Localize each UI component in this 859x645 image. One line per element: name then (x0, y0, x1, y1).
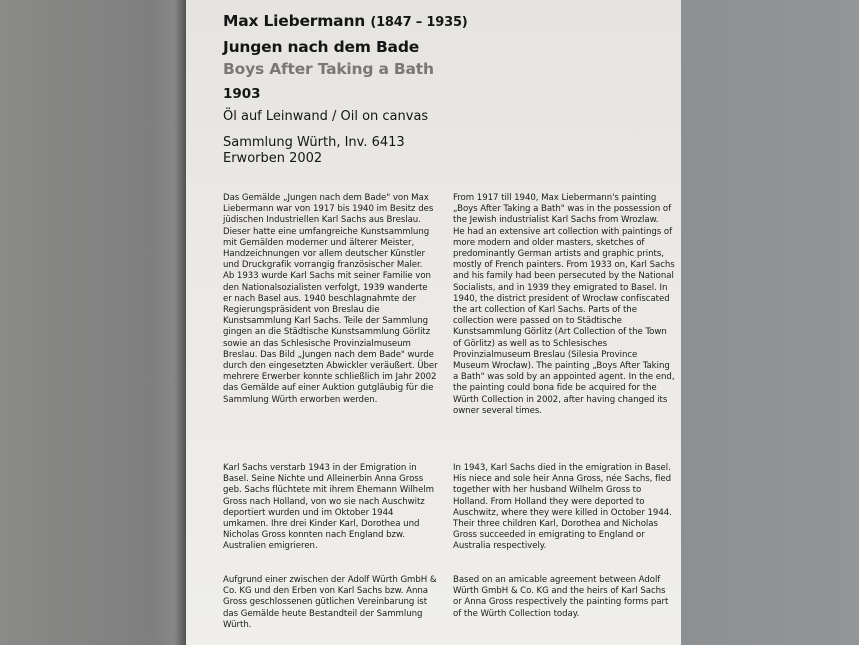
paragraph: Based on an amicable agreement between Adolf Würth GmbH & Co. KG and the heirs of Karl Sachs or Anna Gross respectively the painting forms part of the Würth Collection today. (453, 575, 669, 619)
acquired-line: Erworben 2002 (223, 150, 323, 166)
paragraph: From 1917 till 1940, Max Liebermann's painting „Boys After Taking a Bath" was in the possession of the Jewish industrialist Karl Sachs from Wrozlaw. (453, 193, 672, 226)
paragraph: Karl Sachs verstarb 1943 in der Emigration in Basel. Seine Nichte und Alleinerbin Anna Gross geb. Sachs flüchtete mit ihrem Ehemann Wilhelm Gross nach Holland, von wo sie nach Auschwitz deportiert wurden und im Oktober 1944 umkamen. Ihre drei Kinder Karl, Dorothea und Nicholas Gross konnten nach England bzw. Australien emigrieren. (223, 463, 434, 552)
artist-line (223, 12, 643, 32)
paragraph: He had an extensive art collection with paintings of more modern and older masters, sketches of predominantly German artists and graphic prints, mostly of French painters. From 1933 on, Karl Sachs and his family had been persecuted by the National Socialists, and in 1939 they emigrated to Basel. In 1940, the district president of Wrocław confiscated the art collection of Karl Sachs. Parts of the collection were passed on to Städtische Kunstsammlung Görlitz (Art Collection of the Town of Görlitz) as well as to Schlesisches Provinzialmuseum Breslau (Silesia Province Museum Wrocław). The painting „Boys After Taking a Bath" was sold by an appointed agent. In the end, the painting could bona fide be acquired for the Würth Collection in 2002, after having changed its owner several times. (453, 226, 675, 416)
paragraph: Aufgrund einer zwischen der Adolf Würth GmbH & Co. KG und den Erben von Karl Sachs bzw. Anna Gross geschlossenen gütlichen Vereinbarung ist das Gemälde heute Bestandteil der Sammlung Würth. (223, 575, 437, 630)
paragraph: In 1943, Karl Sachs died in the emigration in Basel. His niece and sole heir Anna Gross, née Sachs, fled together with her husband Wilhelm Gross to Holland. From Holland they were deported to Auschwitz, where they were killed in October 1944. Their three children Karl, Dorothea and Nicholas Gross succeeded in emigrating to England or Australia respectively. (453, 463, 672, 552)
title-english: Boys After Taking a Bath (223, 60, 434, 78)
english-agreement-text (453, 575, 675, 620)
german-provenance-text (223, 193, 438, 406)
label-header (223, 12, 643, 166)
german-agreement-text (223, 575, 438, 631)
paragraph: Ab 1933 wurde Karl Sachs mit seiner Familie von den Nationalsozialisten verfolgt, 1939 wanderte er nach Basel aus. 1940 beschlagnahmte der Regierungspräsident von Breslau die Kunstsammlung Karl Sachs. Teile der Sammlung gingen an die Städtische Kunstsammlung Görlitz sowie an das Schlesische Provinzialmuseum Breslau. Das Bild „Jungen nach dem Bade" wurde durch den eingesetzten Abwickler veräußert. Über mehrere Erwerber konnte schließlich im Jahr 2002 das Gemälde auf einer Auktion gutgläubig für die Sammlung Würth erworben werden. (223, 271, 438, 405)
artist-dates: (1847 – 1935) (370, 15, 468, 30)
museum-label-panel (186, 0, 681, 645)
artist-name: Max Liebermann (223, 12, 366, 30)
paragraph: Dieser hatte eine umfangreiche Kunstsammlung mit Gemälden moderner und älterer Meister, Handzeichnungen vor allem deutscher Künstler und Druckgrafik vorrangig französischer Maler. (223, 226, 430, 271)
collection-info (223, 135, 643, 166)
english-heirs-text (453, 463, 675, 553)
title-german: Jungen nach dem Bade (223, 38, 420, 56)
wall-shadow (174, 0, 186, 645)
artwork-year: 1903 (223, 86, 261, 102)
german-heirs-text (223, 463, 438, 553)
collection-line: Sammlung Würth, Inv. 6413 (223, 135, 405, 150)
english-provenance-text (453, 193, 675, 417)
artwork-medium: Öl auf Leinwand / Oil on canvas (223, 109, 429, 124)
paragraph: Das Gemälde „Jungen nach dem Bade" von Max Liebermann war von 1917 bis 1940 im Besitz des jüdischen Industriellen Karl Sachs aus Breslau. (223, 193, 434, 226)
